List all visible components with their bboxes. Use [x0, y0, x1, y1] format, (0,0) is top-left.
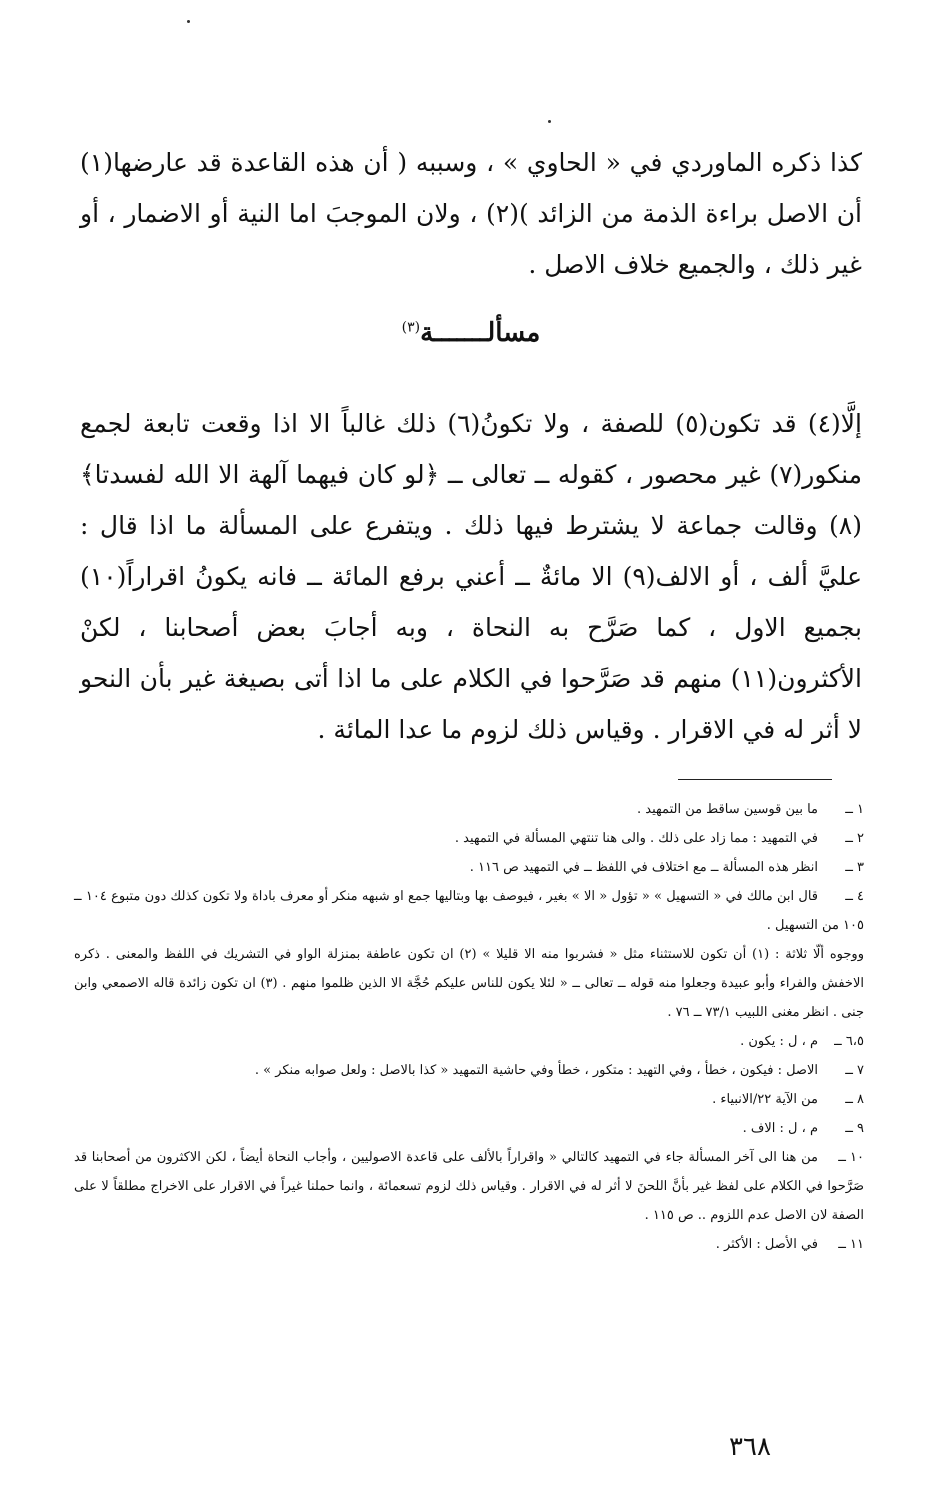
footnote-8	[74, 1085, 864, 1114]
footnote-3	[74, 853, 864, 882]
footnote-text: ووجوه ألّا ثلاثة : (١) أن تكون للاستثناء مثل « فشربوا منه الا قليلا » (٢) ان تكون عاطفة بمنزلة الواو في التشريك في اللفظ والمعنى . ذكره الاخفش والفراء وأبو عبيدة وجعلوا منه قوله ــ تعالى ــ « لئلا يكون للناس عليكم حُجَّة الا الذين ظلموا منهم . (٣) ان تكون زائدة قاله الاصمعي وابن جنى . انظر مغنى اللبيب ٧٣/١ ــ ٧٦ .	[74, 947, 864, 1020]
footnote-2	[74, 824, 864, 853]
footnote-text: انظر هذه المسألة ــ مع اختلاف في اللفظ ــ في التمهيد ص ١١٦ .	[469, 860, 818, 875]
footnote-text: من الآية ٢٢/الانبياء .	[712, 1092, 818, 1107]
footnote-number: ٤ ــ	[845, 889, 865, 904]
main-paragraph-1: كذا ذكره الماوردي في « الحاوي » ، وسببه ( أن هذه القاعدة قد عارضها(١) أن الاصل براءة الذمة من الزائد )(٢) ، ولان الموجبَ اما النية أو الاضمار ، أو غير ذلك ، والجميع خلاف الاصل .	[80, 148, 862, 279]
footnote-text: قال ابن مالك في « التسهيل » « تؤول « الا » بغير ، فيوصف بها وبتاليها جمع او شبهه منكر أو معرف باداة ولا تكون كذلك دون متبوع ١٠٤ ــ ١٠٥ من التسهيل .	[74, 889, 864, 933]
scan-speck	[548, 120, 551, 123]
footnote-1	[74, 795, 864, 824]
footnote-text: م ، ل : يكون .	[740, 1034, 818, 1049]
footnote-number: ٧ ــ	[845, 1063, 864, 1078]
footnote-number: ١٠ ــ	[838, 1150, 864, 1165]
heading-title: مسألـــــــة	[420, 318, 541, 348]
scan-speck	[187, 20, 190, 23]
footnote-11	[74, 1230, 864, 1259]
footnote-divider	[678, 779, 832, 780]
footnote-10	[74, 1143, 864, 1230]
footnote-number: ٩ ــ	[845, 1121, 864, 1136]
footnote-number: ٢ ــ	[845, 831, 864, 846]
footnote-4-continued	[74, 940, 864, 1027]
footnote-9	[74, 1114, 864, 1143]
footnote-number: ١ ــ	[845, 802, 864, 817]
footnotes	[74, 795, 864, 1259]
page-number: ٣٦٨	[729, 1432, 771, 1462]
footnote-5-6	[74, 1027, 864, 1056]
footnote-4	[74, 882, 864, 940]
section-heading	[80, 318, 862, 348]
footnote-number: ١١ ــ	[838, 1237, 864, 1252]
footnote-text: م ، ل : الاف .	[742, 1121, 818, 1136]
footnote-number: ٦،٥ ــ	[834, 1034, 864, 1049]
footnote-text: في التمهيد : مما زاد على ذلك . والى هنا تنتهي المسألة في التمهيد .	[454, 831, 818, 846]
footnote-text: في الأصل : الأكثر .	[715, 1237, 818, 1252]
footnote-text: من هنا الى آخر المسألة جاء في التمهيد كالتالي « واقراراً بالألف على قاعدة الاصوليين ، وأجاب النحاة أيضاً ، لكن الاكثرون من أصحابنا قد صَرَّحوا في الكلام على لفظ غير بأنَّ اللحنَ لا أثر له في الاقرار . وقياس ذلك لزوم تسعمائة ، وانما حملنا غيراً في الاقرار على الاخراج مطلقاً لا على الصفة لان الاصل عدم اللزوم .. ص ١١٥ .	[74, 1150, 864, 1223]
main-paragraph-2: إلَّا(٤) قد تكون(٥) للصفة ، ولا تكونُ(٦) ذلك غالباً الا اذا وقعت تابعة لجمع منكور(٧) غير محصور ، كقوله ــ تعالى ــ ﴿لو كان فيهما آلهة الا الله لفسدتا﴾(٨) وقالت جماعة لا يشترط فيها ذلك . ويتفرع على المسألة ما اذا قال : عليَّ ألف ، أو الالف(٩) الا مائةٌ ــ أعني برفع المائة ــ فانه يكونُ اقراراً(١٠) بجميع الاول ، كما صَرَّح به النحاة ، وبه أجابَ بعض أصحابنا ، لكنْ الأكثرون(١١) منهم قد صَرَّحوا في الكلام على ما اذا أتى بصيغة غير بأن النحو لا أثر له في الاقرار . وقياس ذلك لزوم ما عدا المائة .	[80, 409, 863, 744]
footnote-number: ٣ ــ	[845, 860, 864, 875]
footnote-7	[74, 1056, 864, 1085]
heading-footnote-ref: (٣)	[401, 319, 421, 336]
footnote-text: الاصل : فيكون ، خطأ ، وفي التهيد : متكور ، خطأ وفي حاشية التمهيد « كذا بالاصل : ولعل صوابه منكر » .	[254, 1063, 818, 1078]
footnote-number: ٨ ــ	[845, 1092, 864, 1107]
footnote-text: ما بين قوسين ساقط من التمهيد .	[637, 802, 818, 817]
